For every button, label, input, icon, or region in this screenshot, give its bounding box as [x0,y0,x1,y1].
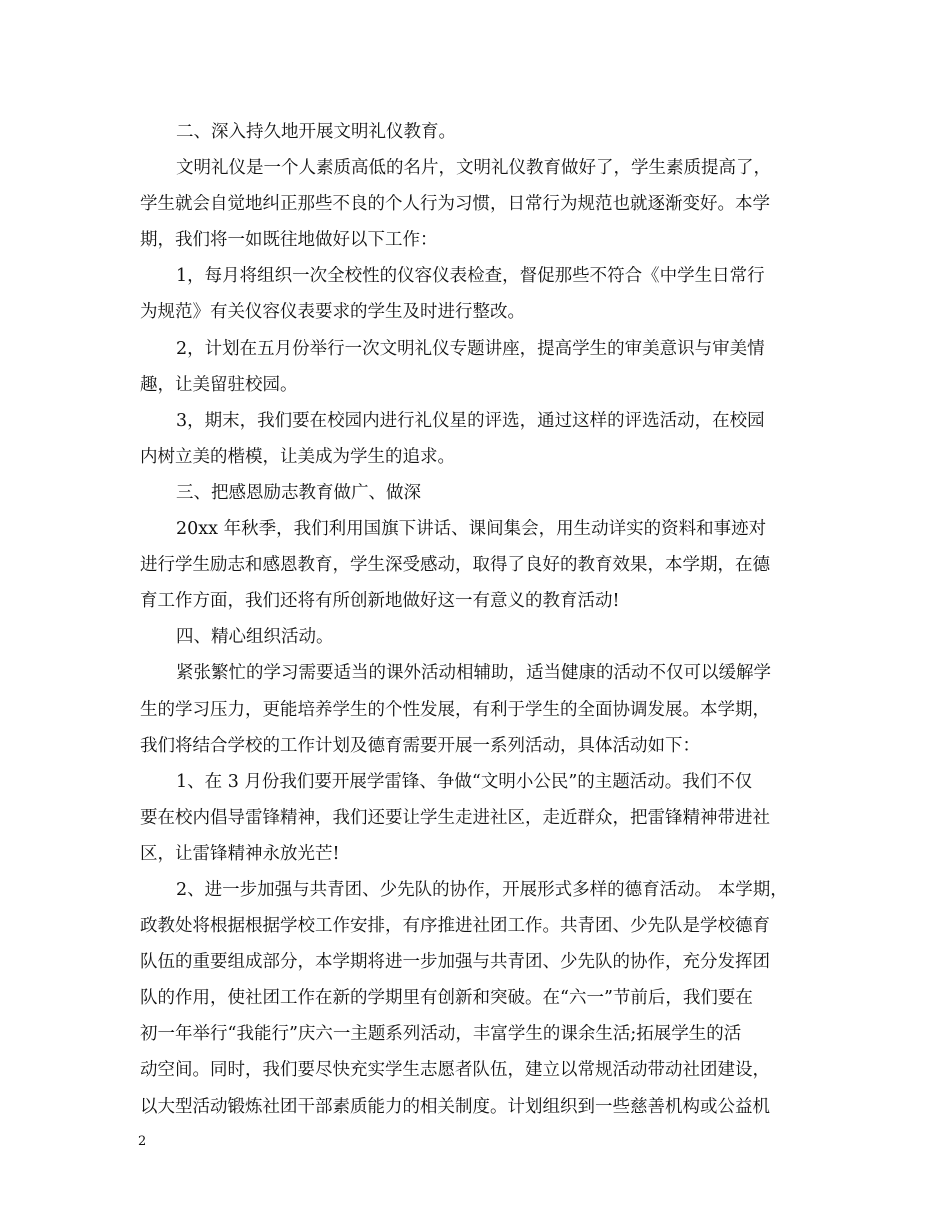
text-line: 要在校内倡导雷锋精神，我们还要让学生走进社区，走近群众，把雷锋精神带进社 [140,807,770,828]
text-line: 2，计划在五月份举行一次文明礼仪专题讲座，提高学生的审美意识与审美情 [176,338,765,359]
text-line: 区，让雷锋精神永放光芒! [140,843,340,864]
text-line: 队伍的重要组成部分，本学期将进一步加强与共青团、少先队的协作，充分发挥团 [140,952,770,973]
text-line: 生的学习压力，更能培养学生的个性发展，有利于学生的全面协调发展。本学期， [140,699,770,720]
text-line: 1，每月将组织一次全校性的仪容仪表检查，督促那些不符合《中学生日常行 [176,266,765,287]
page-number: 2 [138,1134,147,1149]
text-line: 三、把感恩励志教育做广、做深 [176,482,421,503]
text-line: 二、深入持久地开展文明礼仪教育。 [176,122,456,142]
text-line: 学生就会自觉地纠正那些不良的个人行为习惯，日常行为规范也就逐渐变好。本学 [140,194,770,215]
text-line: 20xx 年秋季，我们利用国旗下讲话、课间集会，用生动详实的资料和事迹对 [176,519,767,540]
text-line: 紧张繁忙的学习需要适当的课外活动相辅助，适当健康的活动不仅可以缓解学 [176,663,771,684]
text-line: 进行学生励志和感恩教育，学生深受感动，取得了良好的教育效果，本学期，在德 [140,555,770,576]
text-line: 期，我们将一如既往地做好以下工作： [140,230,438,251]
text-line: 育工作方面，我们还将有所创新地做好这一有意义的教育活动! [140,591,620,612]
text-line: 为规范》有关仪容仪表要求的学生及时进行整改。 [140,302,525,323]
text-line: 政教处将根据根据学校工作安排，有序推进社团工作。共青团、少先队是学校德育 [140,916,770,937]
text-line: 内树立美的楷模，让美成为学生的追求。 [140,446,455,467]
text-line: 四、精心组织活动。 [176,627,334,648]
text-line: 队的作用，使社团工作在新的学期里有创新和突破。在“六一”节前后，我们要在 [140,988,753,1009]
text-line: 1、在 3 月份我们要开展学雷锋、争做“文明小公民”的主题活动。我们不仅 [176,771,753,792]
text-line: 动空间。同时，我们要尽快充实学生志愿者队伍，建立以常规活动带动社团建设， [140,1060,770,1081]
text-line: 我们将结合学校的工作计划及德育需要开展一系列活动，具体活动如下： [140,735,700,756]
text-line: 趣，让美留驻校园。 [140,374,298,395]
text-line: 2、进一步加强与共青团、少先队的协作，开展形式多样的德育活动。 本学期， [176,879,788,900]
document-body [140,114,810,1125]
text-line: 以大型活动锻炼社团干部素质能力的相关制度。计划组织到一些慈善机构或公益机 [140,1096,770,1117]
text-line: 文明礼仪是一个人素质高低的名片，文明礼仪教育做好了，学生素质提高了， [176,158,771,179]
text-line: 3，期末，我们要在校园内进行礼仪星的评选，通过这样的评选活动，在校园 [176,410,765,431]
text-line: 初一年举行“我能行”庆六一主题系列活动，丰富学生的课余生活;拓展学生的活 [140,1024,742,1045]
